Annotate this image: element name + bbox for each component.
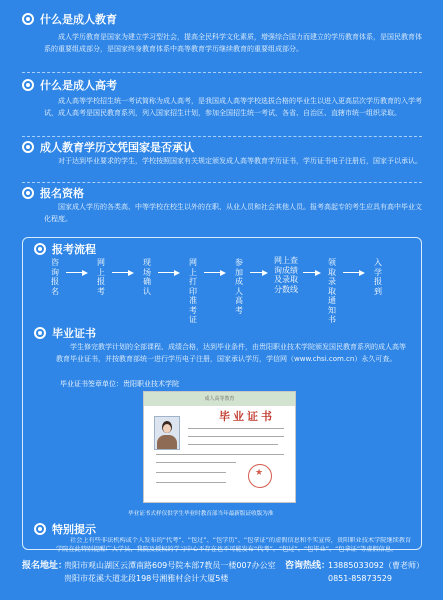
flow-step-collect-notice: 领取录取通知书 — [328, 258, 336, 324]
section-body-special-notice: 社会上有些非法机构或个人发布的“代考”、“包过”、“包学历”、“包拿证”的虚假信息和不实宣传，贵阳职业技术学院继续教育学院在此特别提醒广大学员，我院及授权的学习中心不存在也不可能发布“代考”、“包过”、“包毕业”、“包拿证”等虚假信息。 — [56, 537, 412, 553]
arrow-right-icon — [204, 270, 226, 276]
arrow-right-icon — [343, 270, 365, 276]
section-title-diploma: 毕业证书 — [34, 326, 96, 342]
flow-step-online-apply: 网上报考 — [97, 258, 105, 296]
section-title-eligibility: 报名资格 — [22, 186, 84, 202]
bullet-icon — [22, 187, 34, 199]
divider — [22, 182, 422, 183]
bullet-icon — [34, 523, 46, 535]
section-body-diploma-recognition: 对于达到毕业要求的学生，学校按照国家有关规定颁发成人高等教育学历证书，学历证书电子注册后，国家予以承认。 — [58, 157, 422, 165]
diploma-sample-image — [143, 391, 296, 503]
flow-step-print-admission-ticket: 网上打印准考证 — [189, 258, 197, 324]
flow-step-take-exam: 参加成人高考 — [235, 258, 243, 315]
section-title-adult-college-exam: 什么是成人高考 — [22, 78, 117, 94]
address-label: 报名地址： — [22, 561, 68, 571]
section-body-diploma: 学生修完教学计划的全部课程、成绩合格，达到毕业条件，由贵阳职业技术学院颁发国民教育系列的成人高等教育毕业证书，并按教育部统一进行学历电子注册，国家承认学历，学信网（www.chsi.com.cn）永久可查。 — [56, 343, 406, 363]
address-line-2: 贵阳市花溪大道北段198号湘雅村会计大厦5楼 — [64, 574, 229, 583]
student-photo — [154, 416, 180, 450]
phone-number-2: 0851-85873529 — [328, 574, 392, 583]
diploma-issuer-line: 毕业证书签章单位：贵阳职业技术学院 — [60, 380, 179, 388]
diploma-header: 成人高等教育 — [144, 392, 295, 406]
flow-step-enroll: 入学报到 — [374, 258, 382, 296]
section-title-adult-education: 什么是成人教育 — [22, 12, 117, 28]
section-title-diploma-recognition: 成人教育学历文凭国家是否承认 — [22, 140, 194, 156]
arrow-right-icon — [66, 270, 88, 276]
official-seal-icon — [248, 464, 272, 488]
diploma-heading: 毕业证书 — [219, 410, 275, 423]
bullet-icon — [22, 141, 34, 153]
arrow-right-icon — [112, 270, 134, 276]
address-line-1: 贵阳市观山湖区云潭南路609号院本部7教员一楼007办公室 — [64, 561, 276, 570]
section-body-eligibility: 国家成人学历的各类高、中等学校在校生以外的在职、从业人员和社会其他人员。报考高起专的考生应具有高中毕业文化程度。 — [44, 203, 422, 223]
bullet-icon — [34, 243, 46, 255]
section-title-application-process: 报考流程 — [34, 242, 96, 258]
flow-step-query-results: 网上查询成绩及录取分数线 — [274, 256, 298, 294]
diploma-sample-caption: 毕业证书式样仅供学生毕业时教育部当年最新版证收版为准 — [128, 511, 274, 517]
bullet-icon — [22, 13, 34, 25]
arrow-right-icon — [250, 270, 268, 276]
footer — [0, 555, 443, 600]
flow-step-onsite-confirm: 现场确认 — [143, 258, 151, 296]
divider — [22, 136, 422, 137]
arrow-right-icon — [303, 270, 321, 276]
bullet-icon — [34, 327, 46, 339]
phone-label: 咨询热线： — [285, 561, 331, 571]
arrow-right-icon — [158, 270, 180, 276]
section-body-adult-college-exam: 成人高等学校招生统一考试简称为成人高考，是我国成人高等学校选拔合格的毕业生以进入更高层次学历教育的入学考试，成人高考是国民教育系列，列入国家招生计划，参加全国招生统一考试，各省、自治区、直辖市统一组织录取。 — [44, 97, 422, 117]
divider — [22, 72, 422, 73]
flow-step-consult: 咨询报名 — [51, 258, 59, 296]
phone-number-1: 13885033092（曹老师） — [328, 561, 424, 570]
section-body-adult-education: 成人学历教育是国家为建立学习型社会，提高全民科学文化素质，增强综合国力而建立的学历教育体系，是国民教育体系的重要组成部分，是国家终身教育体系中高等教育学历继续教育的重要组成部分。 — [44, 33, 422, 53]
bullet-icon — [22, 79, 34, 91]
section-title-special-notice: 特别提示 — [34, 522, 96, 538]
